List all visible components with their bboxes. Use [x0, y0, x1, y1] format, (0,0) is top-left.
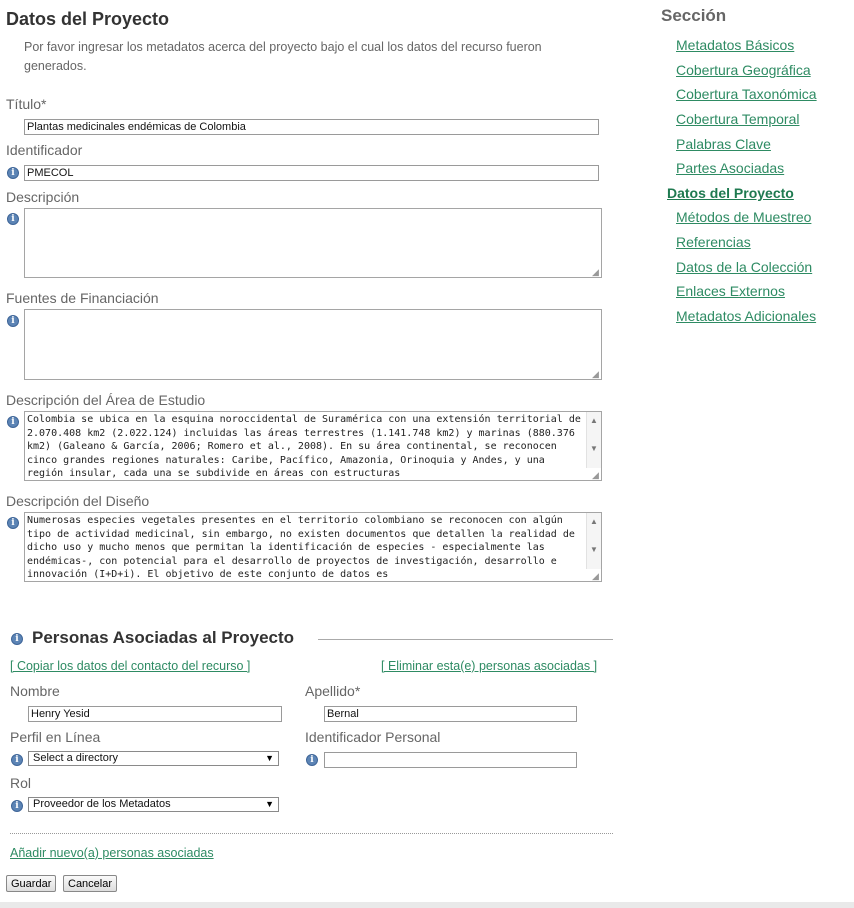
- info-icon[interactable]: i: [7, 517, 19, 529]
- identificador-input[interactable]: [24, 165, 599, 181]
- resize-grip-icon[interactable]: ◢: [592, 267, 599, 277]
- fuentes-textarea[interactable]: [24, 309, 602, 380]
- sidebar-item-datos-de-la-coleccion[interactable]: Datos de la Colección: [676, 259, 813, 275]
- perfil-select-value: Select a directory: [33, 752, 118, 764]
- diseno-textarea[interactable]: [24, 512, 602, 582]
- info-icon[interactable]: i: [7, 416, 19, 428]
- info-icon[interactable]: i: [11, 800, 23, 812]
- rol-select[interactable]: [28, 797, 279, 812]
- info-icon[interactable]: i: [306, 754, 318, 766]
- perfil-label: Perfil en Línea: [10, 729, 101, 745]
- copy-contact-link[interactable]: [ Copiar los datos del contacto del recurso ]: [10, 659, 251, 673]
- intro-text: Por favor ingresar los metadatos acerca del proyecto bajo el cual los datos del recurso fueron generados.: [24, 40, 542, 73]
- sidebar-item-referencias[interactable]: Referencias: [676, 234, 751, 250]
- area-label: Descripción del Área de Estudio: [6, 392, 206, 408]
- info-icon[interactable]: i: [7, 315, 19, 327]
- identificador-personal-input[interactable]: [324, 752, 577, 768]
- page-title: Datos del Proyecto: [6, 9, 170, 29]
- nombre-label: Nombre: [10, 683, 60, 699]
- perfil-select[interactable]: [28, 751, 279, 766]
- info-icon[interactable]: i: [11, 633, 23, 645]
- arrow-up-icon[interactable]: ▲: [590, 517, 598, 526]
- delete-persona-link[interactable]: [ Eliminar esta(e) personas asociadas ]: [381, 659, 598, 673]
- divider: [10, 833, 613, 834]
- scrollbar[interactable]: [586, 513, 601, 569]
- sidebar-item-enlaces-externos[interactable]: Enlaces Externos: [676, 283, 785, 299]
- save-button[interactable]: Guardar: [6, 875, 56, 892]
- apellido-input[interactable]: [324, 706, 577, 722]
- sidebar-item-cobertura-taxonomica[interactable]: Cobertura Taxonómica: [676, 86, 817, 102]
- nombre-input[interactable]: [28, 706, 282, 722]
- chevron-down-icon: ▼: [265, 753, 274, 763]
- info-icon[interactable]: i: [7, 213, 19, 225]
- sidebar-item-cobertura-geografica[interactable]: Cobertura Geográfica: [676, 62, 811, 78]
- area-textarea[interactable]: [24, 411, 602, 481]
- resize-grip-icon[interactable]: ◢: [592, 470, 599, 480]
- scrollbar[interactable]: [586, 412, 601, 468]
- diseno-label: Descripción del Diseño: [6, 493, 150, 509]
- identificador-label: Identificador: [6, 142, 83, 158]
- arrow-up-icon[interactable]: ▲: [590, 416, 598, 425]
- divider: [318, 639, 613, 640]
- info-icon[interactable]: i: [7, 167, 19, 179]
- resize-grip-icon[interactable]: ◢: [592, 369, 599, 379]
- info-icon[interactable]: i: [11, 754, 23, 766]
- sidebar-item-datos-del-proyecto[interactable]: Datos del Proyecto: [667, 185, 794, 201]
- sidebar-item-partes-asociadas[interactable]: Partes Asociadas: [676, 160, 785, 176]
- arrow-down-icon[interactable]: ▼: [590, 545, 598, 554]
- page-footer-bar: [0, 902, 854, 908]
- apellido-label: Apellido*: [305, 683, 361, 699]
- identificador-personal-label: Identificador Personal: [305, 729, 441, 745]
- sidebar-heading: Sección: [661, 6, 727, 25]
- sidebar-item-cobertura-temporal[interactable]: Cobertura Temporal: [676, 111, 800, 127]
- descripcion-label: Descripción: [6, 189, 80, 205]
- titulo-label: Título*: [6, 96, 47, 112]
- rol-label: Rol: [10, 775, 32, 791]
- cancel-button[interactable]: Cancelar: [63, 875, 117, 892]
- titulo-input[interactable]: [24, 119, 599, 135]
- sidebar-item-metodos-de-muestreo[interactable]: Métodos de Muestreo: [676, 209, 812, 225]
- sidebar-item-metadatos-adicionales[interactable]: Metadatos Adicionales: [676, 308, 817, 324]
- chevron-down-icon: ▼: [265, 799, 274, 809]
- personas-heading: Personas Asociadas al Proyecto: [32, 628, 295, 647]
- sidebar-item-metadatos-basicos[interactable]: Metadatos Básicos: [676, 37, 795, 53]
- descripcion-textarea[interactable]: [24, 208, 602, 278]
- sidebar-item-palabras-clave[interactable]: Palabras Clave: [676, 136, 771, 152]
- add-persona-link[interactable]: Añadir nuevo(a) personas asociadas: [10, 846, 214, 860]
- rol-select-value: Proveedor de los Metadatos: [33, 798, 171, 810]
- fuentes-label: Fuentes de Financiación: [6, 290, 159, 306]
- resize-grip-icon[interactable]: ◢: [592, 571, 599, 581]
- arrow-down-icon[interactable]: ▼: [590, 444, 598, 453]
